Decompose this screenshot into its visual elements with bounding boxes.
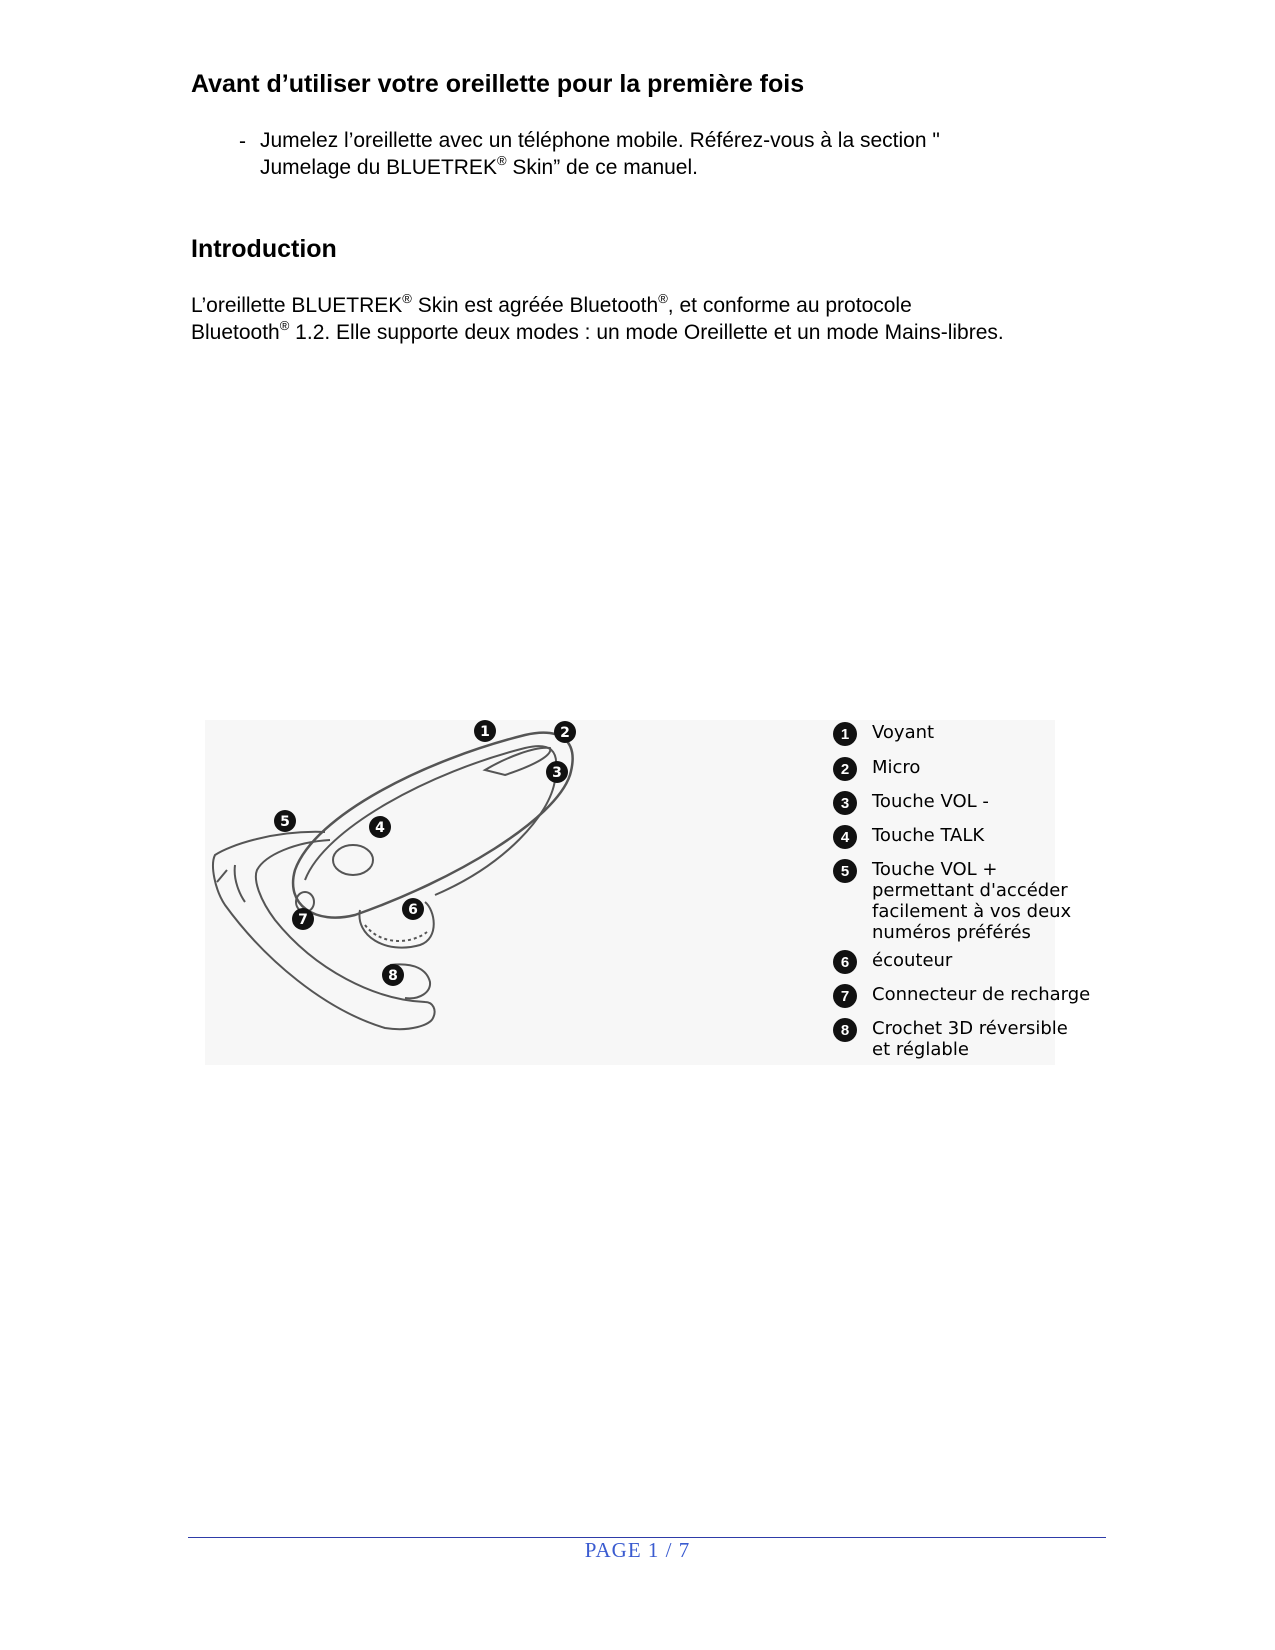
legend-number: 7 [833,984,857,1008]
registered-mark: ® [279,318,290,333]
intro-paragraph-line2: Bluetooth® 1.2. Elle supporte deux modes : un mode Oreillette et un mode Mains-libres. [191,318,1004,344]
registered-mark: ® [496,153,507,168]
callout-6-label: 6 [408,902,418,918]
callout-7-label: 7 [298,912,308,928]
callout-4-label: 4 [375,820,385,836]
legend-label: écouteur [872,950,953,971]
registered-mark: ® [658,291,668,306]
legend-item [833,757,920,781]
legend-item [833,722,934,746]
legend-number: 6 [833,950,857,974]
legend-number: 8 [833,1018,857,1042]
bullet-pairing-line2: Jumelage du BLUETREK® Skin” de ce manuel. [260,153,698,179]
legend-item [833,825,984,849]
legend-item [833,859,1071,943]
page-number: PAGE 1 / 7 [584,1538,691,1562]
legend-label: Touche VOL - [872,791,989,812]
callout-3-label: 3 [552,765,562,781]
callout-8-label: 8 [388,968,398,984]
legend-number: 3 [833,791,857,815]
registered-mark: ® [402,291,412,306]
legend-item [833,984,1090,1008]
callout-5-label: 5 [280,814,290,830]
legend-label: Crochet 3D réversible et réglable [872,1018,1068,1060]
legend-item [833,1018,1068,1060]
legend-label: Touche VOL + permettant d'accéder facilement à vos deux numéros préférés [872,859,1072,943]
bullet-marker: - [239,130,246,153]
legend-number: 1 [833,722,857,746]
legend-item [833,950,952,974]
legend-label: Connecteur de recharge [872,984,1091,1005]
legend-label: Micro [872,757,921,778]
legend-number: 4 [833,825,857,849]
section-heading-first-use: Avant d’utiliser votre oreillette pour la première fois [191,70,805,98]
callout-2-label: 2 [560,725,570,741]
legend-label: Voyant [872,722,935,743]
legend-number: 2 [833,757,857,781]
legend-number: 5 [833,859,857,883]
legend-label: Touche TALK [872,825,985,846]
intro-paragraph-line1: L’oreillette BLUETREK® Skin est agréée Bluetooth®, et conforme au protocole [191,291,912,317]
section-heading-introduction: Introduction [191,235,337,263]
legend-item [833,791,989,815]
callout-1-label: 1 [480,724,490,740]
bullet-pairing-line1: Jumelez l’oreillette avec un téléphone mobile. Référez-vous à la section " [260,129,940,152]
